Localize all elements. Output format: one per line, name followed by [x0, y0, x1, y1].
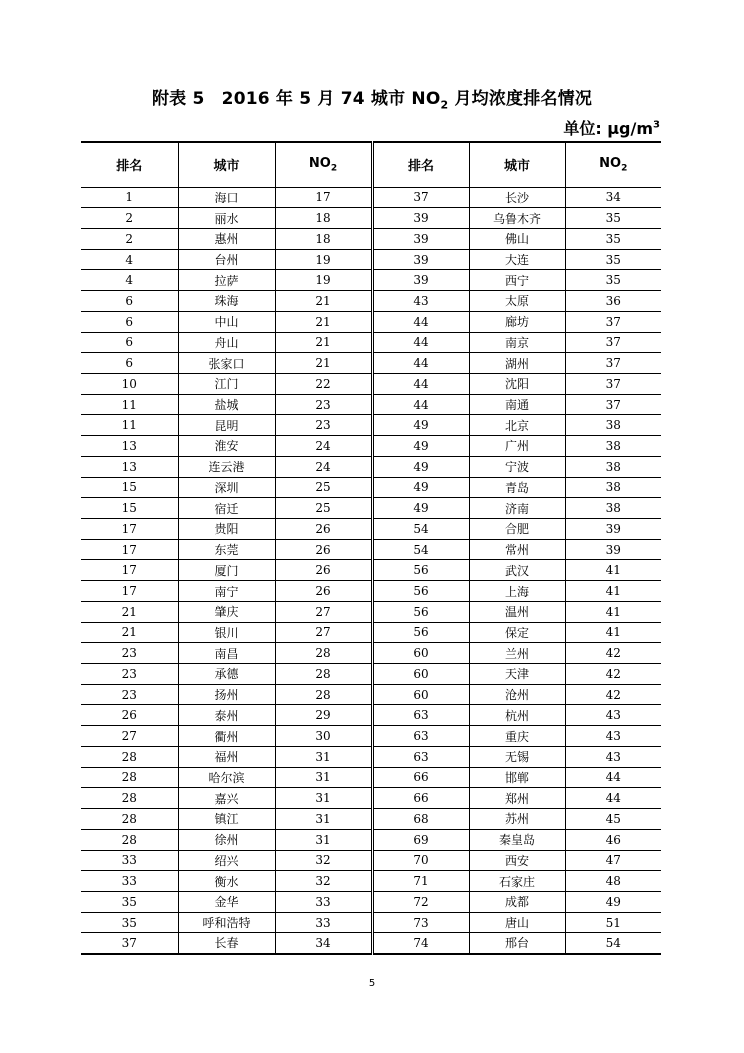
right-no2-cell: 45 [565, 809, 661, 830]
left-rank-cell: 11 [81, 394, 178, 415]
left-rank-cell: 28 [81, 767, 178, 788]
unit-label [563, 116, 660, 139]
left-city-cell: 扬州 [178, 684, 275, 705]
table-row [81, 332, 661, 353]
title-main: 附表 5 2016 年 5 月 74 城市 NO [151, 89, 441, 109]
left-no2-cell: 26 [275, 581, 372, 602]
left-no2-cell: 31 [275, 788, 372, 809]
right-rank-cell: 49 [372, 498, 469, 519]
table-row [81, 187, 661, 208]
left-city-cell: 衢州 [178, 726, 275, 747]
right-rank-cell: 60 [372, 664, 469, 685]
unit-superscript: 3 [653, 119, 660, 131]
right-city-cell: 沈阳 [469, 373, 565, 394]
right-city-cell: 乌鲁木齐 [469, 208, 565, 229]
title-suffix: 月均浓度排名情况 [448, 89, 593, 109]
left-rank-cell: 26 [81, 705, 178, 726]
right-city-cell: 佛山 [469, 228, 565, 249]
left-no2-cell: 28 [275, 684, 372, 705]
right-no2-cell: 37 [565, 332, 661, 353]
right-rank-cell: 66 [372, 767, 469, 788]
right-no2-cell: 49 [565, 891, 661, 912]
header-no2-right [565, 142, 661, 187]
header-rank-right: 排名 [372, 142, 469, 187]
right-no2-cell: 35 [565, 270, 661, 291]
right-rank-cell: 49 [372, 415, 469, 436]
right-city-cell: 苏州 [469, 809, 565, 830]
right-no2-cell: 42 [565, 643, 661, 664]
left-city-cell: 泰州 [178, 705, 275, 726]
left-rank-cell: 13 [81, 456, 178, 477]
table-row [81, 291, 661, 312]
right-rank-cell: 73 [372, 912, 469, 933]
right-city-cell: 温州 [469, 601, 565, 622]
right-no2-cell: 37 [565, 311, 661, 332]
table-row [81, 208, 661, 229]
left-city-cell: 贵阳 [178, 519, 275, 540]
table-row [81, 664, 661, 685]
right-no2-cell: 46 [565, 829, 661, 850]
right-no2-cell: 44 [565, 767, 661, 788]
left-city-cell: 南宁 [178, 581, 275, 602]
left-city-cell: 金华 [178, 891, 275, 912]
right-no2-cell: 41 [565, 560, 661, 581]
table-row [81, 601, 661, 622]
left-city-cell: 海口 [178, 187, 275, 208]
left-no2-cell: 27 [275, 622, 372, 643]
left-city-cell: 拉萨 [178, 270, 275, 291]
left-rank-cell: 2 [81, 228, 178, 249]
table-row [81, 519, 661, 540]
right-city-cell: 太原 [469, 291, 565, 312]
right-no2-cell: 35 [565, 249, 661, 270]
left-rank-cell: 27 [81, 726, 178, 747]
right-city-cell: 石家庄 [469, 871, 565, 892]
right-city-cell: 邢台 [469, 933, 565, 954]
left-rank-cell: 6 [81, 291, 178, 312]
left-city-cell: 淮安 [178, 436, 275, 457]
header-no2-subscript: 2 [621, 163, 628, 174]
left-rank-cell: 13 [81, 436, 178, 457]
right-no2-cell: 42 [565, 684, 661, 705]
left-no2-cell: 24 [275, 436, 372, 457]
table-row [81, 415, 661, 436]
left-rank-cell: 4 [81, 270, 178, 291]
table-row [81, 933, 661, 954]
left-no2-cell: 28 [275, 664, 372, 685]
right-city-cell: 成都 [469, 891, 565, 912]
right-city-cell: 广州 [469, 436, 565, 457]
left-city-cell: 镇江 [178, 809, 275, 830]
header-city-right: 城市 [469, 142, 565, 187]
right-city-cell: 大连 [469, 249, 565, 270]
left-no2-cell: 31 [275, 767, 372, 788]
right-rank-cell: 44 [372, 332, 469, 353]
right-city-cell: 南京 [469, 332, 565, 353]
right-city-cell: 无锡 [469, 746, 565, 767]
table-row [81, 477, 661, 498]
left-rank-cell: 28 [81, 746, 178, 767]
left-city-cell: 承德 [178, 664, 275, 685]
right-city-cell: 宁波 [469, 456, 565, 477]
left-rank-cell: 21 [81, 622, 178, 643]
left-no2-cell: 31 [275, 809, 372, 830]
left-no2-cell: 27 [275, 601, 372, 622]
left-city-cell: 深圳 [178, 477, 275, 498]
right-city-cell: 天津 [469, 664, 565, 685]
table-row [81, 581, 661, 602]
right-no2-cell: 44 [565, 788, 661, 809]
right-rank-cell: 54 [372, 539, 469, 560]
left-no2-cell: 17 [275, 187, 372, 208]
left-no2-cell: 21 [275, 291, 372, 312]
table-row [81, 891, 661, 912]
right-rank-cell: 63 [372, 705, 469, 726]
right-no2-cell: 41 [565, 581, 661, 602]
right-city-cell: 济南 [469, 498, 565, 519]
left-no2-cell: 18 [275, 228, 372, 249]
left-rank-cell: 23 [81, 664, 178, 685]
left-rank-cell: 35 [81, 912, 178, 933]
right-rank-cell: 44 [372, 311, 469, 332]
left-city-cell: 盐城 [178, 394, 275, 415]
right-rank-cell: 72 [372, 891, 469, 912]
right-no2-cell: 54 [565, 933, 661, 954]
left-no2-cell: 26 [275, 539, 372, 560]
header-rank-left: 排名 [81, 142, 178, 187]
right-city-cell: 兰州 [469, 643, 565, 664]
table-row [81, 643, 661, 664]
left-no2-cell: 18 [275, 208, 372, 229]
right-no2-cell: 41 [565, 622, 661, 643]
table-body [81, 187, 661, 954]
left-city-cell: 徐州 [178, 829, 275, 850]
right-rank-cell: 44 [372, 373, 469, 394]
left-rank-cell: 28 [81, 788, 178, 809]
right-rank-cell: 56 [372, 622, 469, 643]
right-rank-cell: 56 [372, 601, 469, 622]
right-no2-cell: 51 [565, 912, 661, 933]
right-no2-cell: 39 [565, 539, 661, 560]
right-city-cell: 南通 [469, 394, 565, 415]
left-rank-cell: 28 [81, 829, 178, 850]
right-rank-cell: 39 [372, 270, 469, 291]
left-no2-cell: 29 [275, 705, 372, 726]
right-rank-cell: 44 [372, 394, 469, 415]
left-rank-cell: 35 [81, 891, 178, 912]
right-no2-cell: 35 [565, 228, 661, 249]
left-city-cell: 中山 [178, 311, 275, 332]
table-row [81, 788, 661, 809]
ranking-table [81, 141, 661, 955]
table-row [81, 311, 661, 332]
left-rank-cell: 17 [81, 519, 178, 540]
left-rank-cell: 4 [81, 249, 178, 270]
left-no2-cell: 34 [275, 933, 372, 954]
left-no2-cell: 21 [275, 353, 372, 374]
right-rank-cell: 43 [372, 291, 469, 312]
left-no2-cell: 31 [275, 746, 372, 767]
right-no2-cell: 37 [565, 353, 661, 374]
left-city-cell: 嘉兴 [178, 788, 275, 809]
right-rank-cell: 71 [372, 871, 469, 892]
table-row [81, 829, 661, 850]
left-rank-cell: 1 [81, 187, 178, 208]
header-no2-subscript: 2 [330, 163, 338, 174]
left-city-cell: 宿迁 [178, 498, 275, 519]
left-rank-cell: 10 [81, 373, 178, 394]
right-no2-cell: 38 [565, 477, 661, 498]
right-rank-cell: 68 [372, 809, 469, 830]
right-city-cell: 廊坊 [469, 311, 565, 332]
left-rank-cell: 2 [81, 208, 178, 229]
right-city-cell: 秦皇岛 [469, 829, 565, 850]
right-rank-cell: 49 [372, 436, 469, 457]
left-no2-cell: 21 [275, 311, 372, 332]
right-city-cell: 长沙 [469, 187, 565, 208]
right-no2-cell: 34 [565, 187, 661, 208]
left-no2-cell: 30 [275, 726, 372, 747]
table-row [81, 353, 661, 374]
left-city-cell: 昆明 [178, 415, 275, 436]
page-number: 5 [368, 978, 376, 989]
table-row [81, 809, 661, 830]
left-city-cell: 哈尔滨 [178, 767, 275, 788]
left-rank-cell: 17 [81, 581, 178, 602]
right-rank-cell: 37 [372, 187, 469, 208]
right-city-cell: 西安 [469, 850, 565, 871]
right-city-cell: 重庆 [469, 726, 565, 747]
right-rank-cell: 54 [372, 519, 469, 540]
table-row [81, 705, 661, 726]
left-city-cell: 福州 [178, 746, 275, 767]
table-row [81, 560, 661, 581]
left-city-cell: 张家口 [178, 353, 275, 374]
right-city-cell: 上海 [469, 581, 565, 602]
left-city-cell: 江门 [178, 373, 275, 394]
left-rank-cell: 33 [81, 871, 178, 892]
left-rank-cell: 33 [81, 850, 178, 871]
left-city-cell: 衡水 [178, 871, 275, 892]
left-no2-cell: 22 [275, 373, 372, 394]
right-no2-cell: 48 [565, 871, 661, 892]
right-city-cell: 青岛 [469, 477, 565, 498]
right-rank-cell: 39 [372, 208, 469, 229]
left-no2-cell: 26 [275, 519, 372, 540]
left-city-cell: 东莞 [178, 539, 275, 560]
left-no2-cell: 31 [275, 829, 372, 850]
left-city-cell: 珠海 [178, 291, 275, 312]
left-city-cell: 绍兴 [178, 850, 275, 871]
table-row [81, 684, 661, 705]
right-city-cell: 唐山 [469, 912, 565, 933]
header-city-left: 城市 [178, 142, 275, 187]
left-rank-cell: 15 [81, 477, 178, 498]
right-rank-cell: 49 [372, 477, 469, 498]
right-rank-cell: 60 [372, 684, 469, 705]
table-row [81, 436, 661, 457]
right-no2-cell: 43 [565, 746, 661, 767]
left-rank-cell: 23 [81, 643, 178, 664]
left-no2-cell: 21 [275, 332, 372, 353]
left-city-cell: 丽水 [178, 208, 275, 229]
table-row [81, 746, 661, 767]
right-rank-cell: 60 [372, 643, 469, 664]
right-no2-cell: 38 [565, 415, 661, 436]
right-rank-cell: 70 [372, 850, 469, 871]
title-subscript: 2 [440, 98, 449, 112]
right-city-cell: 西宁 [469, 270, 565, 291]
right-no2-cell: 38 [565, 436, 661, 457]
left-rank-cell: 6 [81, 311, 178, 332]
left-no2-cell: 23 [275, 394, 372, 415]
right-city-cell: 保定 [469, 622, 565, 643]
left-city-cell: 银川 [178, 622, 275, 643]
right-no2-cell: 36 [565, 291, 661, 312]
left-no2-cell: 32 [275, 850, 372, 871]
left-no2-cell: 19 [275, 270, 372, 291]
right-no2-cell: 47 [565, 850, 661, 871]
left-no2-cell: 23 [275, 415, 372, 436]
right-city-cell: 郑州 [469, 788, 565, 809]
right-city-cell: 湖州 [469, 353, 565, 374]
table-row [81, 850, 661, 871]
right-no2-cell: 37 [565, 373, 661, 394]
left-rank-cell: 6 [81, 353, 178, 374]
table-row [81, 622, 661, 643]
right-city-cell: 沧州 [469, 684, 565, 705]
right-rank-cell: 69 [372, 829, 469, 850]
left-rank-cell: 37 [81, 933, 178, 954]
table-row [81, 373, 661, 394]
right-no2-cell: 38 [565, 456, 661, 477]
right-rank-cell: 74 [372, 933, 469, 954]
left-no2-cell: 28 [275, 643, 372, 664]
left-rank-cell: 17 [81, 539, 178, 560]
right-rank-cell: 63 [372, 746, 469, 767]
left-rank-cell: 28 [81, 809, 178, 830]
right-no2-cell: 35 [565, 208, 661, 229]
header-no2-text: NO [308, 155, 331, 171]
right-city-cell: 邯郸 [469, 767, 565, 788]
right-city-cell: 合肥 [469, 519, 565, 540]
left-rank-cell: 23 [81, 684, 178, 705]
table-row [81, 249, 661, 270]
right-city-cell: 北京 [469, 415, 565, 436]
table-row [81, 456, 661, 477]
right-rank-cell: 63 [372, 726, 469, 747]
header-no2-text: NO [599, 155, 622, 171]
table-header-row [81, 142, 661, 187]
left-rank-cell: 21 [81, 601, 178, 622]
left-no2-cell: 25 [275, 498, 372, 519]
right-city-cell: 杭州 [469, 705, 565, 726]
right-rank-cell: 39 [372, 249, 469, 270]
left-no2-cell: 33 [275, 912, 372, 933]
right-no2-cell: 38 [565, 498, 661, 519]
right-rank-cell: 39 [372, 228, 469, 249]
left-city-cell: 呼和浩特 [178, 912, 275, 933]
left-no2-cell: 33 [275, 891, 372, 912]
left-no2-cell: 24 [275, 456, 372, 477]
left-rank-cell: 15 [81, 498, 178, 519]
right-rank-cell: 49 [372, 456, 469, 477]
page-title [0, 84, 744, 111]
left-city-cell: 厦门 [178, 560, 275, 581]
left-city-cell: 南昌 [178, 643, 275, 664]
right-no2-cell: 39 [565, 519, 661, 540]
left-rank-cell: 6 [81, 332, 178, 353]
left-rank-cell: 17 [81, 560, 178, 581]
left-city-cell: 舟山 [178, 332, 275, 353]
header-no2-left [275, 142, 372, 187]
left-rank-cell: 11 [81, 415, 178, 436]
right-no2-cell: 43 [565, 726, 661, 747]
table-row [81, 498, 661, 519]
left-city-cell: 长春 [178, 933, 275, 954]
right-city-cell: 武汉 [469, 560, 565, 581]
right-rank-cell: 56 [372, 581, 469, 602]
right-no2-cell: 42 [565, 664, 661, 685]
left-city-cell: 台州 [178, 249, 275, 270]
table-row [81, 871, 661, 892]
table-row [81, 539, 661, 560]
left-no2-cell: 19 [275, 249, 372, 270]
right-no2-cell: 41 [565, 601, 661, 622]
right-no2-cell: 37 [565, 394, 661, 415]
unit-text: 单位: μg/m [563, 119, 654, 138]
left-city-cell: 肇庆 [178, 601, 275, 622]
right-rank-cell: 66 [372, 788, 469, 809]
left-city-cell: 连云港 [178, 456, 275, 477]
right-city-cell: 常州 [469, 539, 565, 560]
table-row [81, 726, 661, 747]
right-rank-cell: 56 [372, 560, 469, 581]
right-rank-cell: 44 [372, 353, 469, 374]
left-no2-cell: 25 [275, 477, 372, 498]
table-row [81, 767, 661, 788]
table-row [81, 394, 661, 415]
left-city-cell: 惠州 [178, 228, 275, 249]
left-no2-cell: 32 [275, 871, 372, 892]
table-row [81, 912, 661, 933]
right-no2-cell: 43 [565, 705, 661, 726]
left-no2-cell: 26 [275, 560, 372, 581]
table-row [81, 270, 661, 291]
table-row [81, 228, 661, 249]
